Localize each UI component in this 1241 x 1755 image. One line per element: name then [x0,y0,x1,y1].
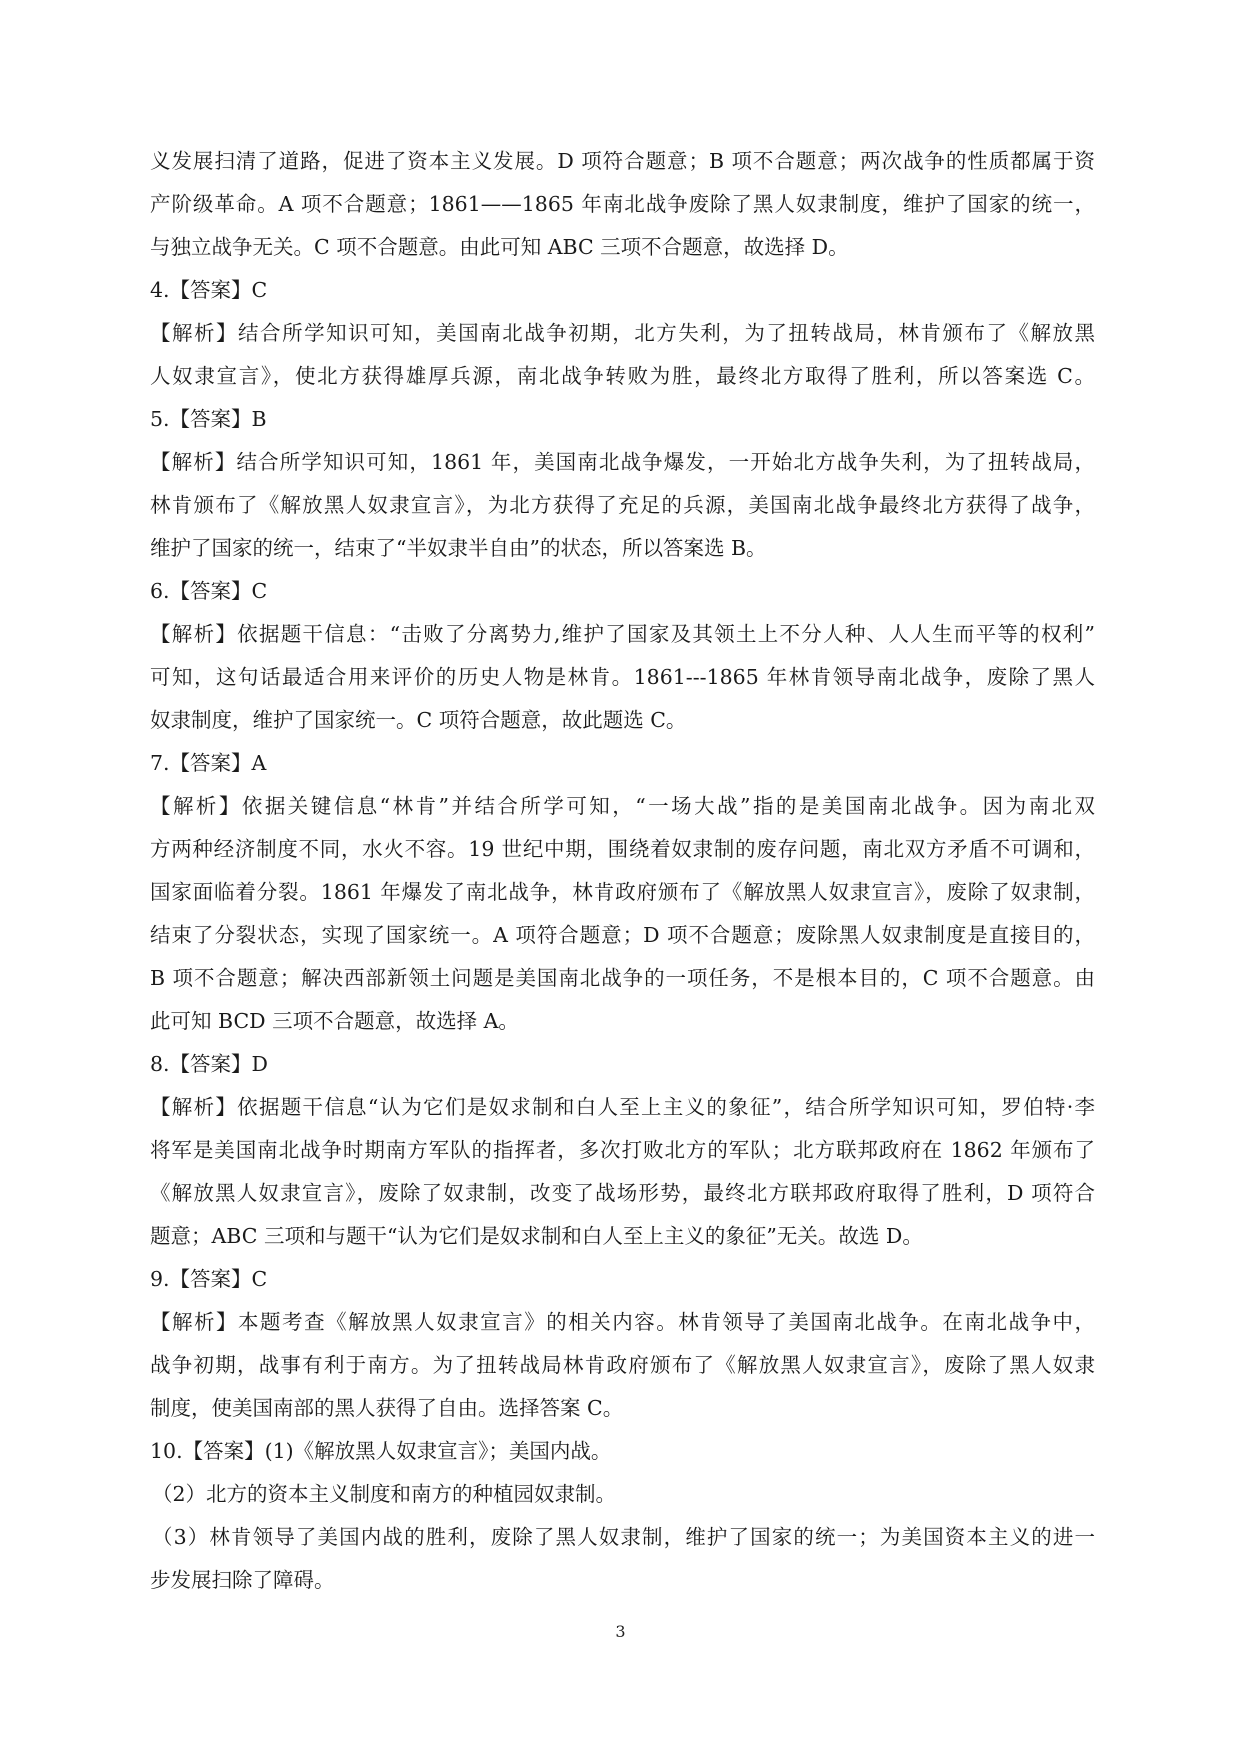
text-line: 【解析】结合所学知识可知，1861 年，美国南北战争爆发，一开始北方战争失利，为了扭转战局， [150,450,1095,474]
text-line: 奴隶制度，维护了国家统一。C 项符合题意，故此题选 C。 [150,708,687,732]
text-line: 【解析】依据关键信息“林肯”并结合所学可知，“一场大战”指的是美国南北战争。因为南北双 [150,794,1095,818]
answer-text-body [150,140,1095,1602]
text-line: 产阶级革命。A 项不合题意；1861——1865 年南北战争废除了黑人奴隶制度，维护了国家的统一， [150,192,1095,216]
text-line: 【解析】结合所学知识可知，美国南北战争初期，北方失利，为了扭转战局，林肯颁布了《解放黑 [150,321,1095,345]
answer-part-3: （3）林肯领导了美国内战的胜利，废除了黑人奴隶制，维护了国家的统一；为美国资本主义的进一 [152,1525,1095,1549]
text-line: 与独立战争无关。C 项不合题意。由此可知 ABC 三项不合题意，故选择 D。 [150,235,849,259]
answer-heading-10: 10.【答案】(1)《解放黑人奴隶宣言》；美国内战。 [150,1439,612,1463]
text-line: 可知，这句话最适合用来评价的历史人物是林肯。1861---1865 年林肯领导南北战争，废除了黑人 [150,665,1095,689]
text-line: 此可知 BCD 三项不合题意，故选择 A。 [150,1009,519,1033]
text-line: 【解析】本题考查《解放黑人奴隶宣言》的相关内容。林肯领导了美国南北战争。在南北战争中， [150,1310,1095,1334]
text-line: 方两种经济制度不同，水火不容。19 世纪中期，围绕着奴隶制的废存问题，南北双方矛盾不可调和， [150,837,1095,861]
text-line: 人奴隶宣言》，使北方获得雄厚兵源，南北战争转败为胜，最终北方取得了胜利，所以答案选 C。 [150,364,1095,388]
page-number: 3 [615,1622,626,1641]
answer-heading-6: 6.【答案】C [150,579,268,603]
text-line: 国家面临着分裂。1861 年爆发了南北战争，林肯政府颁布了《解放黑人奴隶宣言》，废除了奴隶制， [150,880,1095,904]
answer-heading-9: 9.【答案】C [150,1267,268,1291]
text-line: 【解析】依据题干信息“认为它们是奴求制和白人至上主义的象征”，结合所学知识可知，罗伯特·李 [150,1095,1095,1119]
answer-heading-7: 7.【答案】A [150,751,267,775]
text-line: 义发展扫清了道路，促进了资本主义发展。D 项符合题意；B 项不合题意；两次战争的性质都属于资 [150,149,1095,173]
text-line: 题意；ABC 三项和与题干“认为它们是奴求制和白人至上主义的象征”无关。故选 D。 [150,1224,923,1248]
text-line: B 项不合题意；解决西部新领土问题是美国南北战争的一项任务，不是根本目的，C 项不合题意。由 [150,966,1095,990]
text-line: 制度，使美国南部的黑人获得了自由。选择答案 C。 [150,1396,624,1420]
text-line: 《解放黑人奴隶宣言》，废除了奴隶制，改变了战场形势，最终北方联邦政府取得了胜利，D 项符合 [150,1181,1095,1205]
text-line: 战争初期，战事有利于南方。为了扭转战局林肯政府颁布了《解放黑人奴隶宣言》，废除了黑人奴隶 [150,1353,1095,1377]
text-line: 林肯颁布了《解放黑人奴隶宣言》，为北方获得了充足的兵源，美国南北战争最终北方获得了战争， [150,493,1095,517]
text-line: 结束了分裂状态，实现了国家统一。A 项符合题意；D 项不合题意；废除黑人奴隶制度是直接目的， [150,923,1095,947]
answer-part-2: （2）北方的资本主义制度和南方的种植园奴隶制。 [152,1482,617,1506]
answer-heading-4: 4.【答案】C [150,278,268,302]
answer-heading-5: 5.【答案】B [150,407,267,431]
answer-heading-8: 8.【答案】D [150,1052,268,1076]
text-line: 【解析】依据题干信息：“击败了分离势力,维护了国家及其领土上不分人种、人人生而平等的权利” [150,622,1095,646]
text-line: 将军是美国南北战争时期南方军队的指挥者，多次打败北方的军队；北方联邦政府在 1862 年颁布了 [150,1138,1095,1162]
text-line: 维护了国家的统一，结束了“半奴隶半自由”的状态，所以答案选 B。 [150,536,767,560]
text-line: 步发展扫除了障碍。 [150,1568,335,1592]
